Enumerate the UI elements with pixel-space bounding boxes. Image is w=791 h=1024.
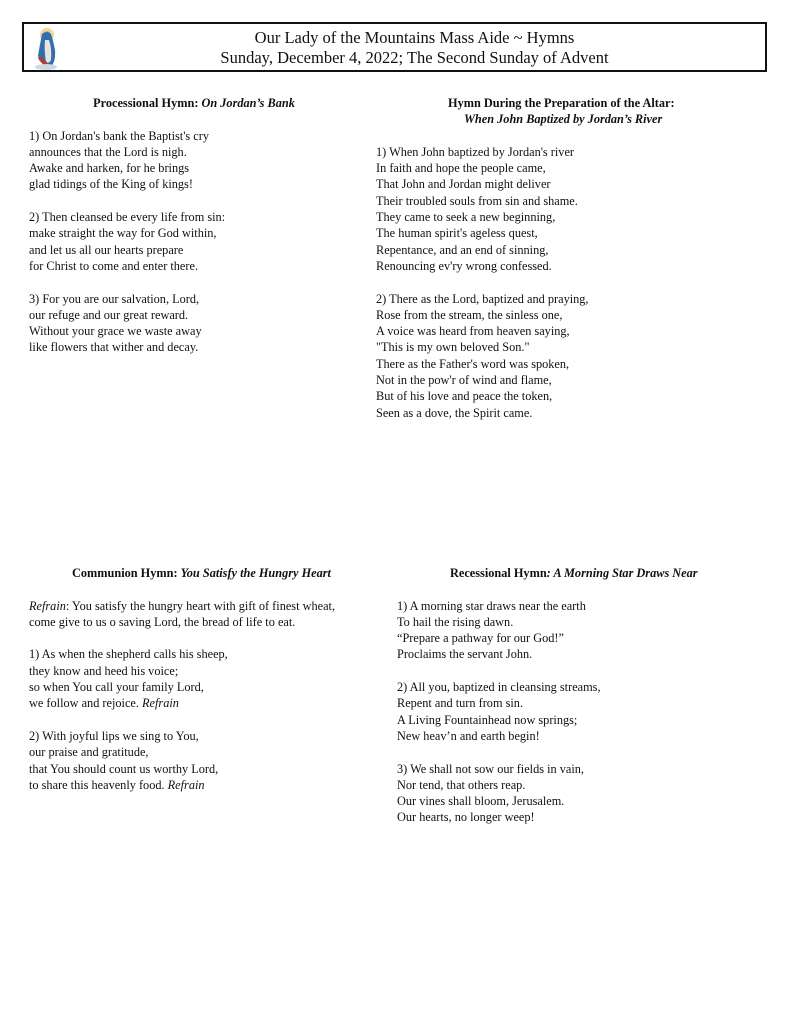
header-title: Our Lady of the Mountains Mass Aide ~ Hymns — [254, 28, 575, 47]
verse-line: Nor tend, that others reap. — [397, 777, 526, 792]
verse-line: Their troubled souls from sin and shame. — [376, 193, 578, 208]
verse-line: But of his love and peace the token, — [376, 389, 553, 404]
header-box — [22, 22, 767, 72]
verse-line: Rose from the stream, the sinless one, — [376, 307, 563, 322]
communion-verse-1 — [29, 646, 369, 711]
verse-line: Our hearts, no longer weep! — [397, 810, 535, 825]
processional-title — [29, 95, 359, 111]
preparation-title — [376, 111, 776, 127]
madonna-logo — [28, 26, 64, 70]
communion-verse-2 — [29, 728, 369, 793]
processional-verse-1 — [29, 128, 359, 193]
verse-line — [29, 777, 369, 793]
verse-line — [29, 695, 369, 711]
verse-line: 1) As when the shepherd calls his sheep, — [29, 647, 228, 662]
verse-line: "This is my own beloved Son." — [376, 340, 530, 355]
verse-line: 2) Then cleansed be every life from sin: — [29, 210, 226, 225]
preparation-verse-2 — [376, 291, 776, 421]
verse-line: They came to seek a new beginning, — [376, 210, 556, 225]
communion-hymn — [29, 565, 369, 793]
verse-line: they know and heed his voice; — [29, 663, 179, 678]
verse-line: Seen as a dove, the Spirit came. — [376, 405, 533, 420]
verse-line: To hail the rising dawn. — [397, 614, 514, 629]
refrain-line — [29, 598, 369, 614]
verse-line: Our vines shall bloom, Jerusalem. — [397, 794, 565, 809]
verse-line: 3) For you are our salvation, Lord, — [29, 291, 200, 306]
verse-line: for Christ to come and enter there. — [29, 258, 199, 273]
recessional-label: Recessional Hymn — [450, 566, 547, 580]
verse-line: Repentance, and an end of sinning, — [376, 242, 549, 257]
verse-line: Renouncing ev'ry wrong confessed. — [376, 258, 552, 273]
refrain-tag: Refrain — [142, 696, 179, 711]
verse-line: That John and Jordan might deliver — [376, 177, 551, 192]
communion-hymn-name: You Satisfy the Hungry Heart — [180, 566, 331, 580]
preparation-hymn-name: When John Baptized by Jordan’s River — [464, 112, 663, 127]
verse-line: 1) A morning star draws near the earth — [397, 598, 586, 613]
processional-hymn — [29, 95, 359, 356]
verse-line: glad tidings of the King of kings! — [29, 177, 193, 192]
verse-line: that You should count us worthy Lord, — [29, 761, 219, 776]
recessional-verse-2 — [397, 679, 767, 744]
verse-line: New heav’n and earth begin! — [397, 728, 540, 743]
verse-line: “Prepare a pathway for our God!” — [397, 631, 564, 646]
processional-label: Processional Hymn: — [93, 96, 202, 110]
refrain-label: Refrain — [29, 598, 66, 613]
recessional-verse-3 — [397, 761, 767, 826]
verse-line: The human spirit's ageless quest, — [376, 226, 538, 241]
processional-hymn-name: On Jordan’s Bank — [201, 96, 295, 110]
verse-text: we follow and rejoice. — [29, 696, 143, 711]
processional-verse-2 — [29, 209, 359, 274]
recessional-hymn-name: : A Morning Star Draws Near — [546, 566, 698, 580]
communion-label: Communion Hymn: — [72, 566, 181, 580]
recessional-verse-1 — [397, 598, 767, 663]
verse-line: 2) There as the Lord, baptized and praying, — [376, 291, 589, 306]
verse-line: 3) We shall not sow our fields in vain, — [397, 761, 584, 776]
refrain-line: come give to us o saving Lord, the bread of life to eat. — [29, 614, 296, 629]
refrain-text: : You satisfy the hungry heart with gift of finest wheat, — [65, 598, 336, 613]
communion-refrain — [29, 598, 369, 631]
refrain-tag: Refrain — [167, 777, 205, 792]
verse-text: to share this heavenly food. — [29, 777, 168, 792]
verse-line: our refuge and our great reward. — [29, 307, 189, 322]
verse-line: 2) With joyful lips we sing to You, — [29, 728, 199, 743]
verse-line: Without your grace we waste away — [29, 324, 202, 339]
verse-line: Repent and turn from sin. — [397, 696, 524, 711]
recessional-title — [397, 565, 767, 581]
preparation-label: Hymn During the Preparation of the Altar: — [448, 96, 675, 110]
preparation-hymn — [376, 95, 776, 421]
verse-line: Not in the pow'r of wind and flame, — [376, 373, 552, 388]
verse-line: 2) All you, baptized in cleansing streams, — [397, 680, 601, 695]
verse-line: like flowers that wither and decay. — [29, 340, 199, 355]
verse-line: Awake and harken, for he brings — [29, 161, 190, 176]
verse-line: make straight the way for God within, — [29, 226, 217, 241]
verse-line: There as the Father's word was spoken, — [376, 356, 570, 371]
verse-line: Proclaims the servant John. — [397, 647, 533, 662]
verse-line: so when You call your family Lord, — [29, 680, 204, 695]
verse-line: A voice was heard from heaven saying, — [376, 324, 570, 339]
recessional-hymn — [397, 565, 767, 826]
verse-line: 1) On Jordan's bank the Baptist's cry — [29, 128, 209, 143]
verse-line: our praise and gratitude, — [29, 745, 149, 760]
communion-title — [29, 565, 369, 581]
verse-line: A Living Fountainhead now springs; — [397, 712, 578, 727]
verse-line: and let us all our hearts prepare — [29, 242, 184, 257]
verse-line: announces that the Lord is nigh. — [29, 144, 187, 159]
processional-verse-3 — [29, 291, 359, 356]
verse-line: 1) When John baptized by Jordan's river — [376, 144, 575, 159]
header-date: Sunday, December 4, 2022; The Second Sunday of Advent — [220, 48, 609, 67]
preparation-verse-1 — [376, 144, 776, 274]
verse-line: In faith and hope the people came, — [376, 161, 546, 176]
